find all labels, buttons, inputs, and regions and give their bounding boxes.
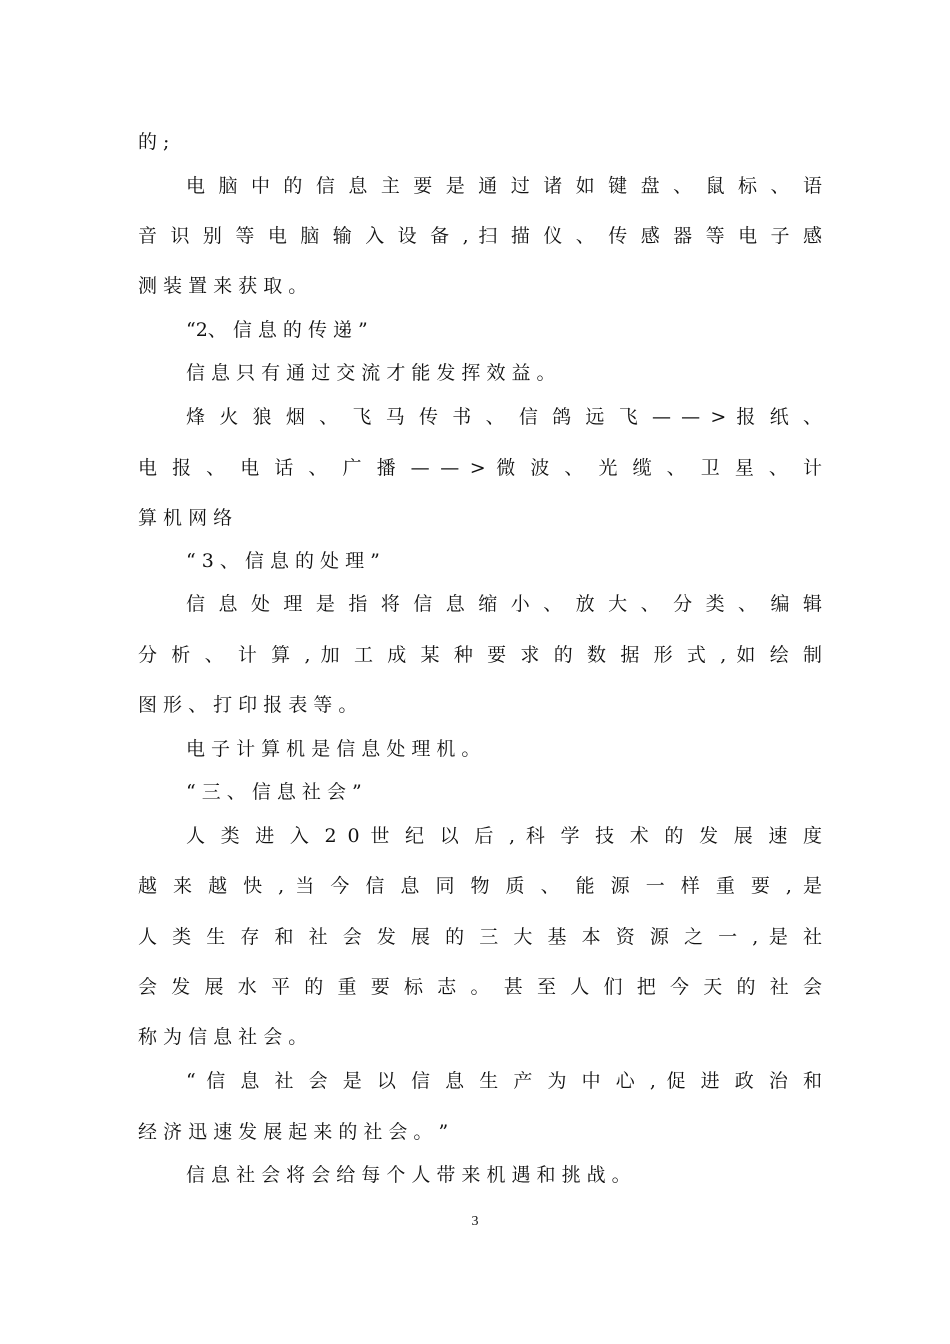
section-heading: “2、 信 息 的 传 递 ”	[186, 319, 368, 341]
section-heading: “ 三 、 信 息 社 会 ”	[186, 781, 362, 803]
section-heading: “ 3 、 信 息 的 处 理 ”	[186, 550, 380, 572]
page-number: 3	[471, 1214, 479, 1229]
text-line: 人 类 进 入 2 0 世 纪 以 后 , 科 学 技 术 的 发 展 速 度	[186, 825, 822, 847]
text-line: 算 机 网 络	[138, 507, 233, 529]
text-line: 测 装 置 来 获 取 。	[138, 275, 308, 297]
text-line: 称 为 信 息 社 会 。	[138, 1026, 308, 1048]
text-line: 电 子 计 算 机 是 信 息 处 理 机 。	[186, 738, 481, 760]
text-line: 越 来 越 快 , 当 今 信 息 同 物 质 、 能 源 一 样 重 要 , 是	[138, 875, 822, 897]
text-line: 电 报 、 电 话 、 广 播 — — > 微 波 、 光 缆 、 卫 星 、 计	[138, 457, 822, 479]
text-line: 分 析 、 计 算 , 加 工 成 某 种 要 求 的 数 据 形 式 , 如 绘 制	[138, 644, 822, 666]
text-line: 信 息 处 理 是 指 将 信 息 缩 小 、 放 大 、 分 类 、 编 辑	[186, 593, 822, 615]
text-line: 信 息 只 有 通 过 交 流 才 能 发 挥 效 益 。	[186, 362, 556, 384]
text-line: 图 形 、 打 印 报 表 等 。	[138, 694, 358, 716]
text-line: 电 脑 中 的 信 息 主 要 是 通 过 诸 如 键 盘 、 鼠 标 、 语	[186, 175, 822, 197]
quote-line: “ 信 息 社 会 是 以 信 息 生 产 为 中 心 , 促 进 政 治 和	[186, 1070, 822, 1092]
text-line: 的 ;	[138, 131, 170, 153]
text-line: 会 发 展 水 平 的 重 要 标 志 。 甚 至 人 们 把 今 天 的 社 会	[138, 976, 822, 998]
text-line: 信 息 社 会 将 会 给 每 个 人 带 来 机 遇 和 挑 战 。	[186, 1164, 631, 1186]
quote-line: 经 济 迅 速 发 展 起 来 的 社 会 。 ”	[138, 1121, 449, 1143]
text-line: 烽 火 狼 烟 、 飞 马 传 书 、 信 鸽 远 飞 — — > 报 纸 、	[186, 406, 822, 428]
text-line: 人 类 生 存 和 社 会 发 展 的 三 大 基 本 资 源 之 一 , 是 社	[138, 926, 822, 948]
text-line: 音 识 别 等 电 脑 输 入 设 备 , 扫 描 仪 、 传 感 器 等 电 子 感	[138, 225, 822, 247]
